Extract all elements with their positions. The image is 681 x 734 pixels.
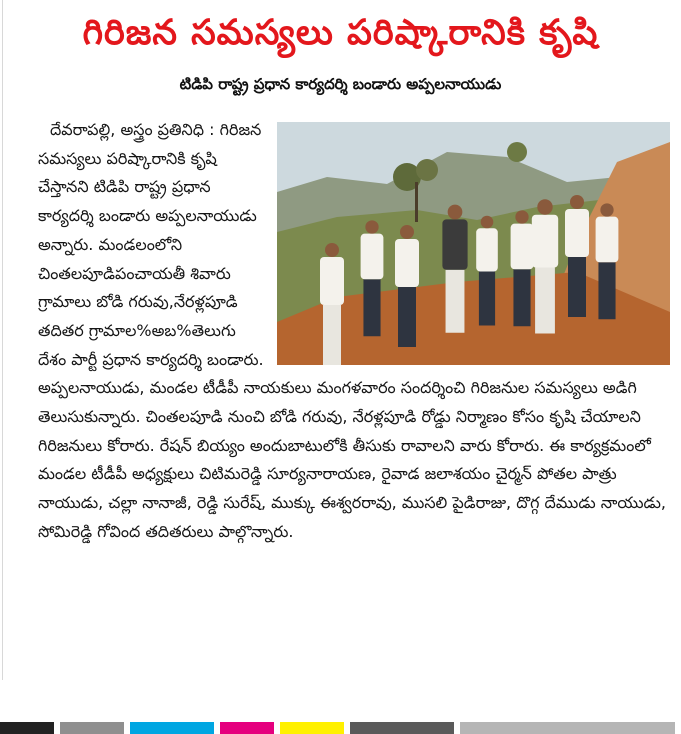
print-bar-segment [220,722,274,734]
print-bar-segment [130,722,214,734]
article-body: దేవరాపల్లి, అస్త్రం ప్రతినిధి : గిరిజన సమస్యలు పరిష్కారానికి కృషి చేస్తానని టిడిపి రాష్ట్ర ప్రధాన కార్యదర్శి బండారు అప్పలనాయుడు అన్నారు. మండలంలోని చింతలపూడిపంచాయతీ శివారు గ్రామాలు బోడి గరువు,నేరళ్లపూడి తదితర గ్రామాల%అబ%తెలుగు దేశం పార్టీ ప్రధాన కార్యదర్శి బండారు. అప్పలనాయుడు, మండల టీడీపీ నాయకులు మంగళవారం సందర్శించి గిరిజనుల సమస్యలు అడిగి తెలుసుకున్నారు. చింతలపూడి నుంచి బోడి గరువు, నేరళ్లపూడి రోడ్డు నిర్మాణం కోసం కృషి చేయాలని గిరిజనులు కోరారు. రేషన్ బియ్యం అందుబాటులోకి తీసుకు రావాలని వారు కోరారు. ఈ కార్యక్రమంలో మండల టీడీపీ అధ్యక్షులు చిటిమరెడ్డి సూర్యనారాయణ, రైవాడ జలాశయం చైర్మన్ పోతల పాత్రు నాయుడు, చల్లా నానాజీ, రెడ్డి సురేష్, ముక్కు ఈశ్వరరావు, ముసలి పైడిరాజు, దొగ్గ దేముడు నాయుడు, సోమిరెడ్డి గోవింద తదితరులు పాల్గొన్నారు. [38,120,666,541]
print-bar-segment [60,722,124,734]
photo-person [565,195,589,317]
headline: గిరిజన సమస్యలు పరిష్కారానికి కృషి [82,13,599,53]
print-bar-segment [460,722,675,734]
photo-person [476,216,498,326]
print-color-bar [0,722,681,734]
page-border [2,0,3,680]
photo-person [511,210,534,326]
print-bar-segment [350,722,454,734]
article-body-container [38,116,670,547]
print-bar-segment [280,722,344,734]
photo-person [361,220,384,336]
news-photo [277,122,670,365]
subheadline: టిడిపి రాష్ట్ర ప్రధాన కార్యదర్శి బండారు అప్పలనాయుడు [179,75,502,93]
photo-person [395,225,419,347]
print-bar-segment [0,722,54,734]
photo-person [532,199,558,333]
photo-person [442,205,467,333]
photo-person [320,243,344,365]
photo-person [596,203,619,319]
